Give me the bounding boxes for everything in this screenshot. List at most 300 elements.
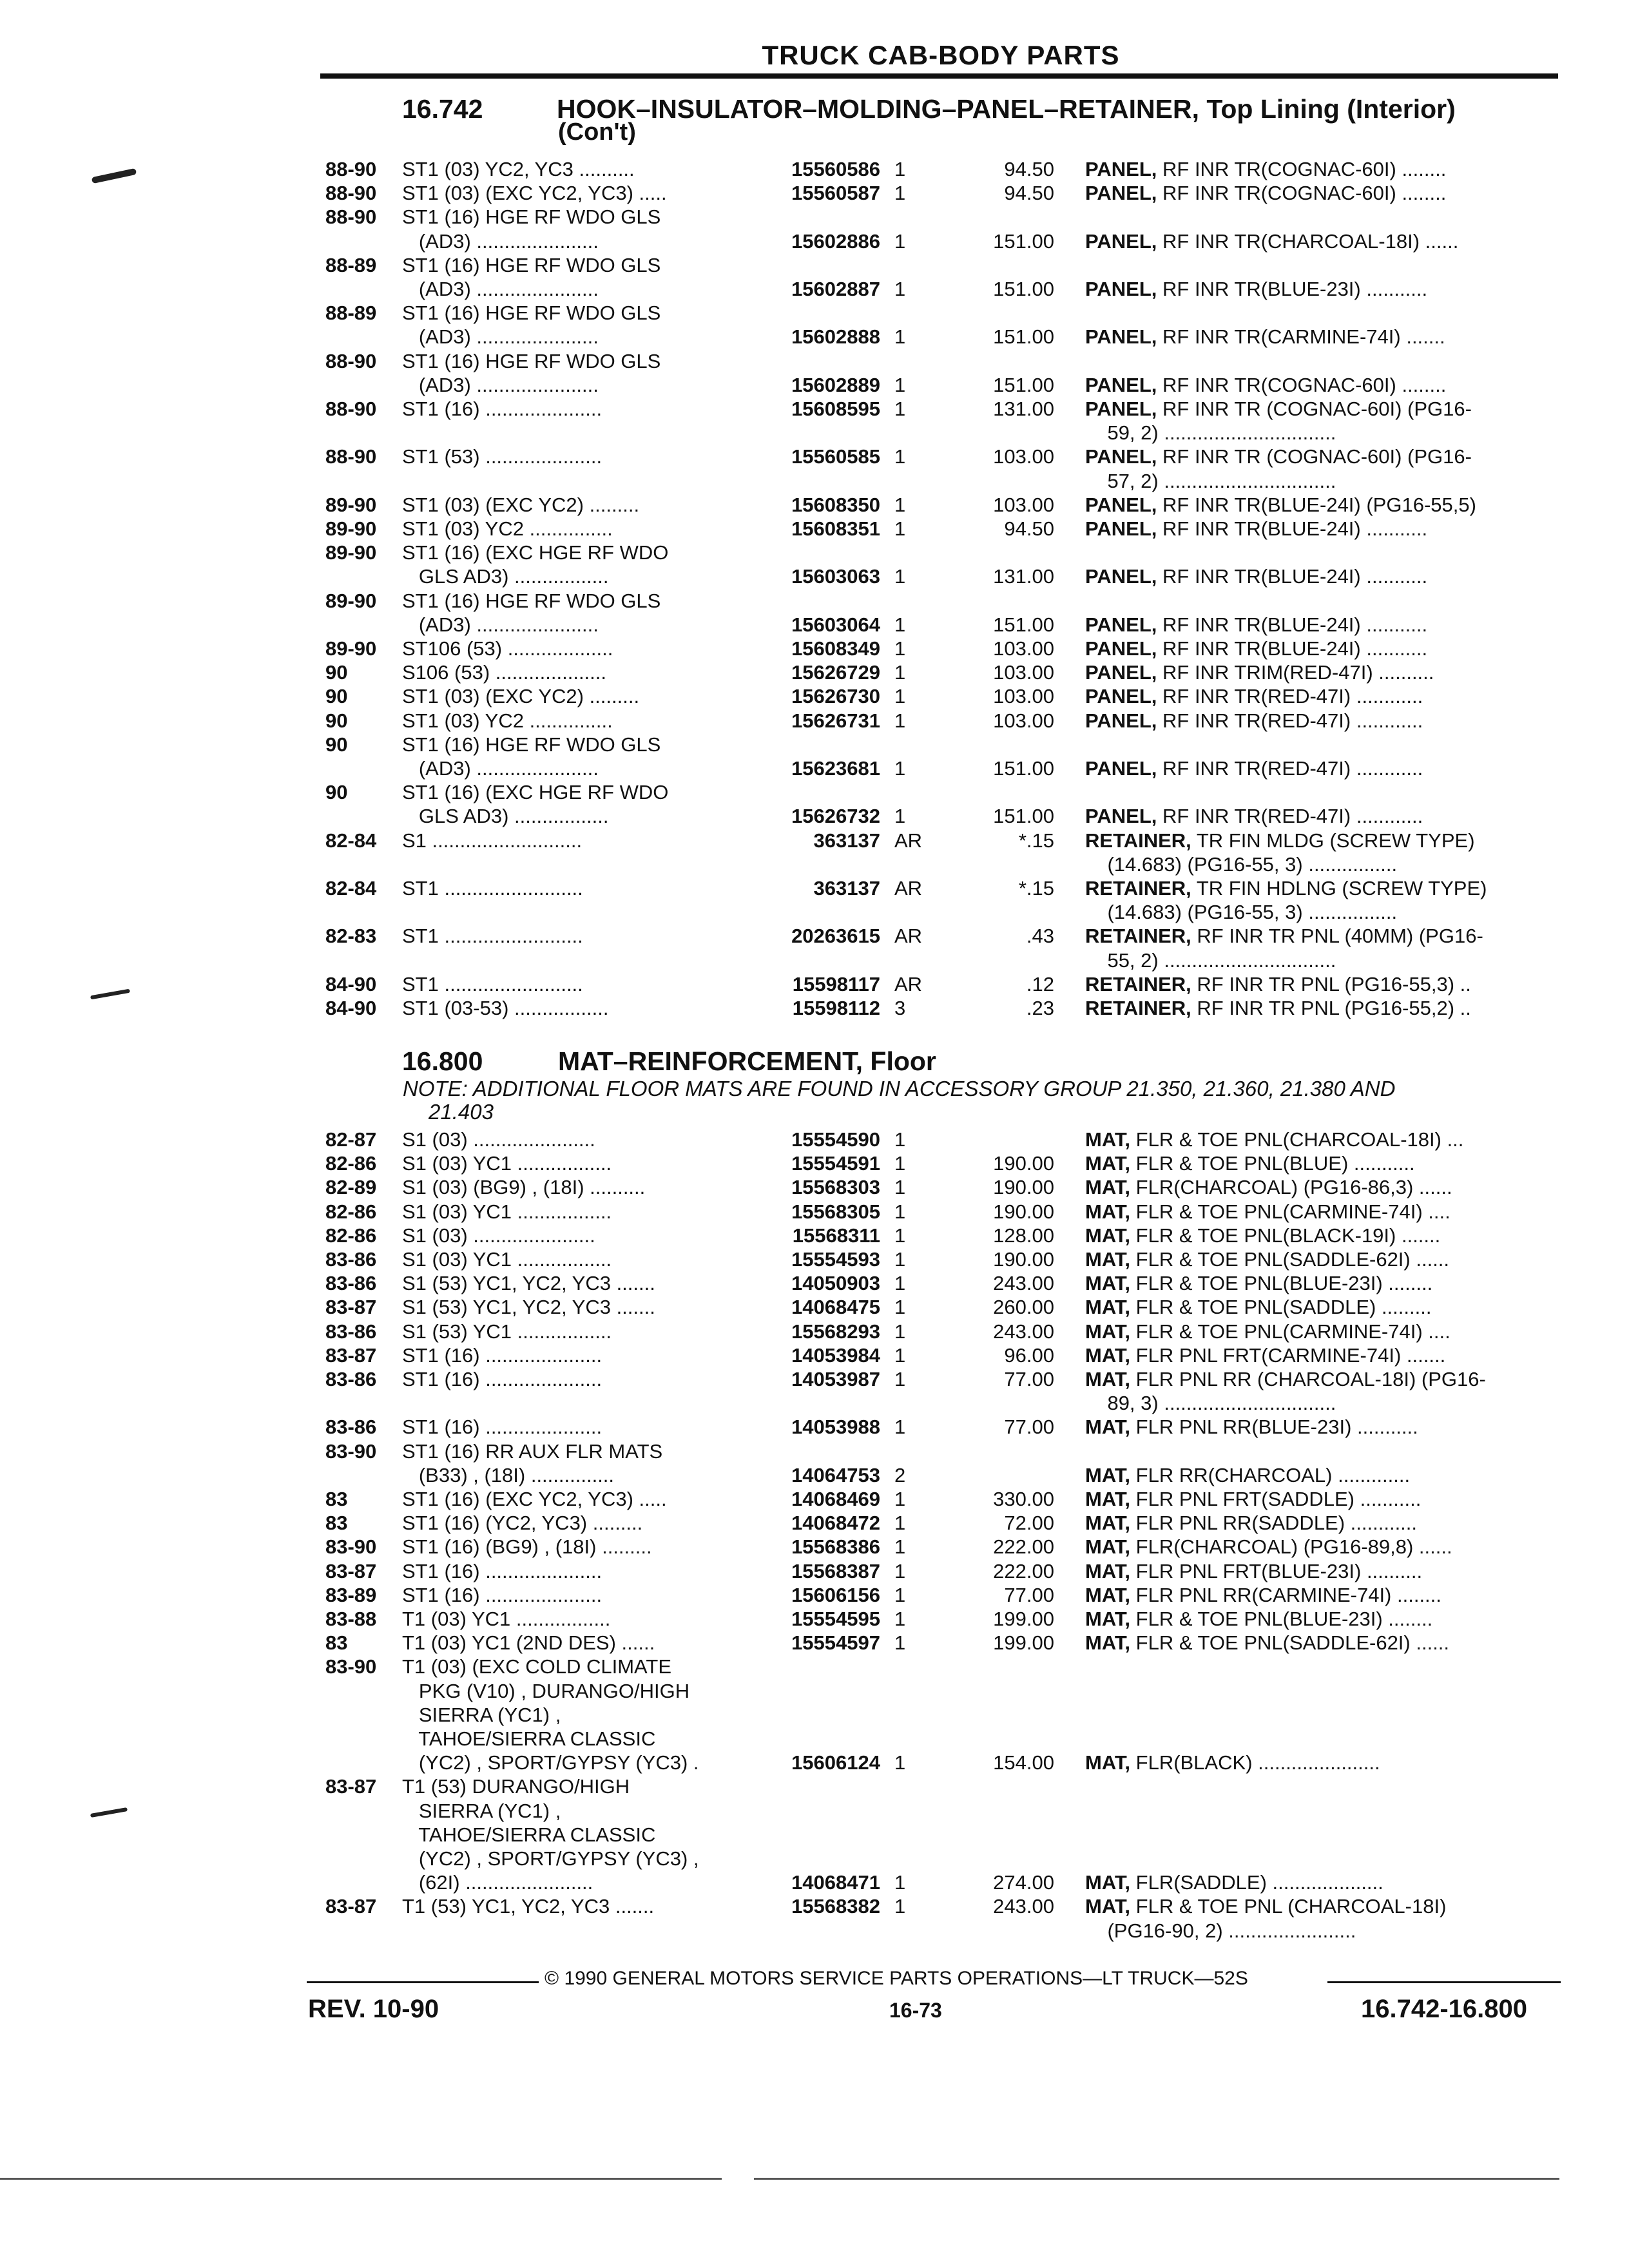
description: ST1 (16) HGE RF WDO GLS xyxy=(402,302,661,325)
part-name-detail: 57, 2) ............................... xyxy=(1085,469,1336,492)
section-title: MAT–REINFORCEMENT, Floor xyxy=(558,1046,936,1076)
part-name-detail: RF INR TR(RED-47I) ............ xyxy=(1157,805,1423,828)
model-year: 82-84 xyxy=(325,829,377,852)
model-year: 83-87 xyxy=(325,1559,377,1582)
table-row xyxy=(0,1703,1629,1727)
table-row xyxy=(0,1727,1629,1751)
part-name-detail: RF INR TR PNL (40MM) (PG16- xyxy=(1191,925,1483,948)
part-name xyxy=(1085,1870,1562,1894)
part-name-keyword: PANEL, xyxy=(1085,757,1157,780)
part-name xyxy=(1085,1295,1562,1319)
table-row xyxy=(0,1679,1629,1703)
part-name xyxy=(1085,996,1562,1020)
description: S1 ........................... xyxy=(402,829,583,852)
footer-rule xyxy=(1327,1981,1561,1983)
price: 103.00 xyxy=(993,445,1054,468)
part-name-keyword: MAT, xyxy=(1085,1512,1131,1535)
table-row xyxy=(0,900,1629,924)
model-year: 82-86 xyxy=(325,1224,377,1247)
part-name-keyword: RETAINER, xyxy=(1085,925,1191,948)
price: 199.00 xyxy=(993,1631,1054,1655)
table-row xyxy=(0,709,1629,733)
description: ST1 ......................... xyxy=(402,925,583,948)
quantity: 1 xyxy=(894,229,906,253)
scan-edge xyxy=(754,2178,1559,2180)
part-name-detail: RF INR TR(BLUE-24I) ........... xyxy=(1157,565,1428,588)
table-row xyxy=(0,1751,1629,1774)
part-name xyxy=(1085,325,1562,349)
part-name-keyword: MAT, xyxy=(1085,1128,1131,1151)
part-name-detail: FLR(CHARCOAL) (PG16-89,8) ...... xyxy=(1130,1535,1452,1559)
part-name-detail: RF INR TR (COGNAC-60I) (PG16- xyxy=(1157,445,1472,468)
description: (B33) , (18I) ............... xyxy=(402,1463,615,1486)
model-year: 82-86 xyxy=(325,1152,377,1175)
table-row xyxy=(0,1128,1629,1151)
part-name-detail: FLR & TOE PNL(SADDLE) ......... xyxy=(1130,1296,1432,1319)
quantity: 1 xyxy=(894,1751,906,1774)
table-row xyxy=(0,181,1629,205)
part-number: 15608349 xyxy=(791,637,880,660)
model-year: 89-90 xyxy=(325,517,377,540)
price: 190.00 xyxy=(993,1176,1054,1199)
table-row xyxy=(0,829,1629,852)
part-name xyxy=(1085,181,1562,205)
part-name-keyword: MAT, xyxy=(1085,1895,1131,1918)
part-name xyxy=(1085,445,1562,468)
price: 222.00 xyxy=(993,1559,1054,1582)
part-number: 15626731 xyxy=(791,709,880,732)
part-number: 15626729 xyxy=(791,661,880,684)
part-name-detail: RF INR TR(BLUE-24I) (PG16-55,5) xyxy=(1157,493,1476,516)
table-row xyxy=(0,589,1629,613)
part-name xyxy=(1085,1583,1562,1607)
part-name-detail: FLR & TOE PNL(CARMINE-74I) .... xyxy=(1130,1320,1451,1343)
copyright: © 1990 GENERAL MOTORS SERVICE PARTS OPERATIONS—LT TRUCK—52S xyxy=(545,1968,1248,1989)
part-name xyxy=(1085,756,1562,780)
part-name-detail: RF INR TR PNL (PG16-55,2) .. xyxy=(1191,997,1471,1019)
model-year: 90 xyxy=(325,661,348,684)
part-name xyxy=(1085,421,1562,445)
note-line: 21.403 xyxy=(429,1100,494,1124)
quantity: 1 xyxy=(894,1535,906,1559)
description: GLS AD3) ................. xyxy=(402,805,609,828)
part-name-keyword: PANEL, xyxy=(1085,158,1157,180)
description: T1 (03) (EXC COLD CLIMATE xyxy=(402,1655,672,1678)
part-name-keyword: RETAINER, xyxy=(1085,972,1191,995)
part-name xyxy=(1085,564,1562,588)
part-name xyxy=(1085,1511,1562,1535)
quantity: 1 xyxy=(894,493,906,516)
quantity: 1 xyxy=(894,637,906,660)
model-year: 83-86 xyxy=(325,1272,377,1295)
part-name-keyword: PANEL, xyxy=(1085,565,1157,588)
table-row xyxy=(0,349,1629,373)
description: ST1 (16) RR AUX FLR MATS xyxy=(402,1439,663,1463)
part-number: 15626732 xyxy=(791,805,880,828)
part-name-keyword: MAT, xyxy=(1085,1535,1131,1559)
part-name xyxy=(1085,1175,1562,1199)
description: ST1 (16) ..................... xyxy=(402,1583,602,1606)
table-row xyxy=(0,780,1629,804)
table-row xyxy=(0,996,1629,1020)
table-row xyxy=(0,756,1629,780)
description: T1 (03) YC1 ................. xyxy=(402,1608,611,1630)
price: 151.00 xyxy=(993,805,1054,828)
page-header: TRUCK CAB-BODY PARTS xyxy=(762,40,1120,70)
section-continued: (Con't) xyxy=(558,119,636,146)
part-number: 15568305 xyxy=(791,1200,880,1223)
model-year: 83-90 xyxy=(325,1535,377,1559)
table-row xyxy=(0,1463,1629,1487)
model-year: 83-86 xyxy=(325,1368,377,1390)
description: (YC2) , SPORT/GYPSY (YC3) . xyxy=(402,1751,699,1774)
quantity: 1 xyxy=(894,517,906,540)
price: 199.00 xyxy=(993,1608,1054,1630)
part-name-keyword: PANEL, xyxy=(1085,445,1157,468)
part-number: 15560587 xyxy=(791,182,880,205)
description: ST1 (16) ..................... xyxy=(402,1559,602,1582)
part-name-detail: FLR & TOE PNL(CARMINE-74I) .... xyxy=(1130,1200,1451,1223)
table-row xyxy=(0,1247,1629,1271)
scan-edge xyxy=(0,2178,722,2180)
quantity: 1 xyxy=(894,445,906,468)
part-name-keyword: MAT, xyxy=(1085,1751,1131,1774)
price: 128.00 xyxy=(993,1224,1054,1247)
part-name-keyword: MAT, xyxy=(1085,1224,1131,1247)
part-name-detail: FLR(CHARCOAL) (PG16-86,3) ...... xyxy=(1130,1176,1452,1199)
part-number: 363137 xyxy=(813,829,880,852)
model-year: 88-90 xyxy=(325,398,377,420)
description: S1 (03) (BG9) , (18I) .......... xyxy=(402,1176,646,1199)
part-name-detail: (PG16-90, 2) ....................... xyxy=(1085,1919,1356,1942)
description: ST1 (03) YC2, YC3 .......... xyxy=(402,158,635,180)
part-name xyxy=(1085,1535,1562,1559)
description: S1 (03) YC1 ................. xyxy=(402,1200,612,1223)
model-year: 89-90 xyxy=(325,541,377,564)
part-name xyxy=(1085,1463,1562,1487)
description: (AD3) ...................... xyxy=(402,229,599,253)
quantity: 3 xyxy=(894,997,906,1019)
part-name-detail: RF INR TRIM(RED-47I) .......... xyxy=(1157,661,1434,684)
table-row xyxy=(0,637,1629,660)
part-name xyxy=(1085,1415,1562,1439)
part-name-keyword: PANEL, xyxy=(1085,373,1157,396)
part-number: 14068472 xyxy=(791,1512,880,1535)
part-number: 15623681 xyxy=(791,757,880,780)
part-name xyxy=(1085,493,1562,517)
part-name-detail: FLR RR(CHARCOAL) ............. xyxy=(1130,1463,1411,1486)
part-name-keyword: MAT, xyxy=(1085,1176,1131,1199)
part-number: 15602887 xyxy=(791,278,880,300)
part-name xyxy=(1085,517,1562,541)
part-name-keyword: MAT, xyxy=(1085,1631,1131,1655)
table-row xyxy=(0,1439,1629,1463)
part-name-keyword: MAT, xyxy=(1085,1200,1131,1223)
part-name-detail: TR FIN MLDG (SCREW TYPE) xyxy=(1191,829,1475,852)
part-name-detail: RF INR TR(RED-47I) ............ xyxy=(1157,685,1423,708)
price: 151.00 xyxy=(993,613,1054,636)
part-number: 14068469 xyxy=(791,1488,880,1510)
part-name-keyword: MAT, xyxy=(1085,1296,1131,1319)
section-range: 16.742-16.800 xyxy=(1361,1995,1528,2023)
description: ST1 (53) ..................... xyxy=(402,445,602,468)
table-row xyxy=(0,1919,1629,1943)
part-number: 15568293 xyxy=(791,1320,880,1343)
part-number: 15626730 xyxy=(791,685,880,708)
part-number: 15606156 xyxy=(791,1583,880,1606)
part-name xyxy=(1085,1751,1562,1774)
part-name-keyword: MAT, xyxy=(1085,1608,1131,1630)
description: S1 (03) YC1 ................. xyxy=(402,1248,612,1271)
part-name xyxy=(1085,277,1562,301)
quantity: AR xyxy=(894,877,923,899)
table-row xyxy=(0,1631,1629,1655)
table-row xyxy=(0,852,1629,876)
table-row xyxy=(0,1583,1629,1607)
part-name xyxy=(1085,1343,1562,1367)
description: (YC2) , SPORT/GYPSY (YC3) , xyxy=(402,1847,699,1870)
description: ST1 ......................... xyxy=(402,877,583,899)
description: (62I) ....................... xyxy=(402,1871,593,1894)
part-name-detail: RF INR TR(RED-47I) ............ xyxy=(1157,757,1423,780)
description: ST1 (16) ..................... xyxy=(402,1368,602,1390)
part-name xyxy=(1085,1919,1562,1943)
table-row xyxy=(0,1295,1629,1319)
description: ST1 (03) YC2 ............... xyxy=(402,709,613,732)
part-name-detail: FLR PNL FRT(CARMINE-74I) ....... xyxy=(1130,1343,1446,1367)
part-number: 20263615 xyxy=(791,925,880,948)
description: ST1 (03) (EXC YC2) ......... xyxy=(402,685,640,708)
quantity: 1 xyxy=(894,1296,906,1319)
part-name-detail: FLR PNL RR(BLUE-23I) ........... xyxy=(1130,1416,1418,1439)
model-year: 82-89 xyxy=(325,1176,377,1199)
part-name-detail: RF INR TR(COGNAC-60I) ........ xyxy=(1157,182,1447,205)
table-row xyxy=(0,157,1629,181)
part-name-keyword: MAT, xyxy=(1085,1368,1131,1390)
part-number: 15602886 xyxy=(791,229,880,253)
description: ST1 (16) ..................... xyxy=(402,1343,602,1367)
part-name-keyword: MAT, xyxy=(1085,1416,1131,1439)
part-name-detail: FLR & TOE PNL(BLUE-23I) ........ xyxy=(1130,1608,1433,1630)
part-name-keyword: PANEL, xyxy=(1085,517,1157,540)
description: ST1 (03-53) ................. xyxy=(402,997,609,1019)
quantity: 1 xyxy=(894,1176,906,1199)
price: 103.00 xyxy=(993,661,1054,684)
quantity: 1 xyxy=(894,685,906,708)
part-name-detail: FLR PNL FRT(SADDLE) ........... xyxy=(1130,1488,1422,1510)
table-row xyxy=(0,1343,1629,1367)
description: ST1 (16) (BG9) , (18I) ......... xyxy=(402,1535,652,1559)
part-name xyxy=(1085,660,1562,684)
part-name-detail: FLR & TOE PNL(SADDLE-62I) ...... xyxy=(1130,1631,1450,1655)
price: 103.00 xyxy=(993,685,1054,708)
part-name-detail: TR FIN HDLNG (SCREW TYPE) xyxy=(1191,877,1487,899)
description: (AD3) ...................... xyxy=(402,613,599,636)
model-year: 90 xyxy=(325,733,348,756)
price: 154.00 xyxy=(993,1751,1054,1774)
part-name-detail: 55, 2) ............................... xyxy=(1085,948,1336,972)
revision: REV. 10-90 xyxy=(308,1995,439,2023)
table-row xyxy=(0,924,1629,948)
quantity: 1 xyxy=(894,278,906,300)
part-number: 14053987 xyxy=(791,1368,880,1390)
part-name-detail: FLR PNL RR(SADDLE) ............ xyxy=(1130,1512,1418,1535)
price: 77.00 xyxy=(1004,1583,1054,1606)
part-name-detail: FLR & TOE PNL(BLACK-19I) ....... xyxy=(1130,1224,1441,1247)
description: S1 (53) YC1, YC2, YC3 ....... xyxy=(402,1272,655,1295)
part-name xyxy=(1085,1367,1562,1391)
part-name-detail: RF INR TR(CHARCOAL-18I) ...... xyxy=(1157,229,1459,253)
model-year: 88-90 xyxy=(325,158,377,180)
table-row xyxy=(0,445,1629,468)
part-name-keyword: MAT, xyxy=(1085,1343,1131,1367)
part-number: 363137 xyxy=(813,877,880,899)
part-number: 15568386 xyxy=(791,1535,880,1559)
part-name-detail: RF INR TR(RED-47I) ............ xyxy=(1157,709,1423,732)
quantity: 1 xyxy=(894,398,906,420)
part-number: 15568387 xyxy=(791,1559,880,1582)
part-name xyxy=(1085,1391,1562,1415)
price: 151.00 xyxy=(993,229,1054,253)
description: S1 (03) YC1 ................. xyxy=(402,1152,612,1175)
part-name xyxy=(1085,709,1562,733)
part-number: 15602889 xyxy=(791,373,880,396)
description: T1 (03) YC1 (2ND DES) ...... xyxy=(402,1631,655,1655)
part-number: 15554597 xyxy=(791,1631,880,1655)
table-row xyxy=(0,325,1629,349)
model-year: 83-86 xyxy=(325,1416,377,1439)
quantity: 1 xyxy=(894,1320,906,1343)
quantity: 1 xyxy=(894,1128,906,1151)
model-year: 88-90 xyxy=(325,349,377,372)
part-name xyxy=(1085,1320,1562,1343)
model-year: 88-90 xyxy=(325,206,377,229)
part-name-detail: RF INR TR(COGNAC-60I) ........ xyxy=(1157,373,1447,396)
part-name-keyword: MAT, xyxy=(1085,1559,1131,1582)
quantity: 1 xyxy=(894,565,906,588)
table-row xyxy=(0,1774,1629,1798)
part-name-detail: FLR & TOE PNL(SADDLE-62I) ...... xyxy=(1130,1248,1450,1271)
part-number: 15608350 xyxy=(791,493,880,516)
part-name-detail: FLR & TOE PNL(BLUE-23I) ........ xyxy=(1130,1272,1433,1295)
quantity: 1 xyxy=(894,373,906,396)
part-name xyxy=(1085,804,1562,828)
quantity: 1 xyxy=(894,709,906,732)
quantity: 1 xyxy=(894,1559,906,1582)
price: 151.00 xyxy=(993,373,1054,396)
table-row xyxy=(0,1607,1629,1631)
part-name xyxy=(1085,229,1562,253)
model-year: 83-90 xyxy=(325,1439,377,1463)
part-name xyxy=(1085,852,1562,876)
quantity: 1 xyxy=(894,1368,906,1390)
price: 222.00 xyxy=(993,1535,1054,1559)
part-name-keyword: PANEL, xyxy=(1085,805,1157,828)
part-name-detail: (14.683) (PG16-55, 3) ................ xyxy=(1085,901,1398,924)
part-number: 15568382 xyxy=(791,1895,880,1918)
price: 72.00 xyxy=(1004,1512,1054,1535)
part-name xyxy=(1085,876,1562,900)
part-name-keyword: PANEL, xyxy=(1085,709,1157,732)
part-name-detail: RF INR TR(BLUE-24I) ........... xyxy=(1157,613,1428,636)
part-number: 14068471 xyxy=(791,1871,880,1894)
description: S1 (03) ...................... xyxy=(402,1224,595,1247)
description: PKG (V10) , DURANGO/HIGH xyxy=(402,1679,690,1702)
table-row xyxy=(0,1200,1629,1224)
part-name-keyword: RETAINER, xyxy=(1085,829,1191,852)
part-name xyxy=(1085,924,1562,948)
part-name-keyword: MAT, xyxy=(1085,1463,1131,1486)
part-name xyxy=(1085,613,1562,637)
header-rule xyxy=(320,73,1558,79)
price: .43 xyxy=(1026,925,1054,948)
quantity: 1 xyxy=(894,182,906,205)
table-row xyxy=(0,1535,1629,1559)
model-year: 88-89 xyxy=(325,302,377,325)
quantity: 1 xyxy=(894,1583,906,1606)
part-name-detail: FLR & TOE PNL (CHARCOAL-18I) xyxy=(1130,1895,1447,1918)
part-name-detail: RF INR TR (COGNAC-60I) (PG16- xyxy=(1157,398,1472,420)
part-number: 15568303 xyxy=(791,1176,880,1199)
quantity: 1 xyxy=(894,158,906,180)
table-row xyxy=(0,205,1629,229)
part-name-detail: RF INR TR(BLUE-24I) ........... xyxy=(1157,637,1428,660)
model-year: 89-90 xyxy=(325,493,377,516)
part-name-keyword: MAT, xyxy=(1085,1248,1131,1271)
model-year: 83 xyxy=(325,1631,348,1655)
part-name-keyword: PANEL, xyxy=(1085,229,1157,253)
description: (AD3) ...................... xyxy=(402,757,599,780)
quantity: 1 xyxy=(894,1608,906,1630)
description: (AD3) ...................... xyxy=(402,278,599,300)
part-name-keyword: PANEL, xyxy=(1085,685,1157,708)
table-row xyxy=(0,1151,1629,1175)
price: 151.00 xyxy=(993,325,1054,349)
table-row xyxy=(0,564,1629,588)
table-row xyxy=(0,804,1629,828)
table-row xyxy=(0,1799,1629,1823)
note-line: NOTE: ADDITIONAL FLOOR MATS ARE FOUND IN ACCESSORY GROUP 21.350, 21.360, 21.380 AND xyxy=(403,1077,1396,1100)
model-year: 83 xyxy=(325,1512,348,1535)
model-year: 88-90 xyxy=(325,445,377,468)
description: ST1 (03) (EXC YC2) ......... xyxy=(402,493,640,516)
part-name xyxy=(1085,900,1562,924)
price: 131.00 xyxy=(993,565,1054,588)
description: ST1 (16) HGE RF WDO GLS xyxy=(402,206,661,229)
part-number: 15608595 xyxy=(791,398,880,420)
table-row xyxy=(0,660,1629,684)
part-name-keyword: RETAINER, xyxy=(1085,997,1191,1019)
model-year: 83-86 xyxy=(325,1320,377,1343)
part-name-detail: FLR PNL RR(CARMINE-74I) ........ xyxy=(1130,1583,1441,1606)
quantity: 1 xyxy=(894,325,906,349)
table-row xyxy=(0,373,1629,397)
description: ST1 (16) ..................... xyxy=(402,1416,602,1439)
price: 243.00 xyxy=(993,1895,1054,1918)
description: ST1 (16) (EXC HGE RF WDO xyxy=(402,541,669,564)
description: S106 (53) .................... xyxy=(402,661,607,684)
part-name-keyword: PANEL, xyxy=(1085,493,1157,516)
table-row xyxy=(0,1391,1629,1415)
table-row xyxy=(0,1224,1629,1247)
part-name xyxy=(1085,1631,1562,1655)
part-name-detail: RF INR TR(COGNAC-60I) ........ xyxy=(1157,158,1447,180)
price: .12 xyxy=(1026,972,1054,995)
quantity: 1 xyxy=(894,613,906,636)
table-row xyxy=(0,469,1629,493)
table-row xyxy=(0,253,1629,277)
description: ST1 ......................... xyxy=(402,972,583,995)
